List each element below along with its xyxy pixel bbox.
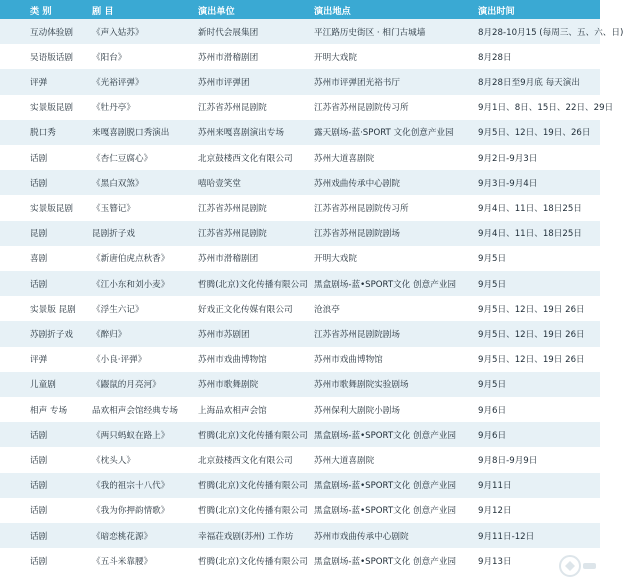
cell-time: 9月5日、12日、19日 26日 — [478, 355, 585, 366]
cell-company: 北京鼓楼西文化有限公司 — [198, 455, 293, 466]
cell-company: 哲腾(北京)文化传播有限公司 — [198, 481, 308, 492]
table-row — [0, 523, 600, 548]
cell-title: 《光裕评弹》 — [92, 77, 144, 88]
cell-title: 《新唐伯虎点秋香》 — [92, 254, 170, 265]
cell-company: 江苏省苏州昆剧院 — [198, 229, 267, 240]
table-row — [0, 170, 600, 195]
table-row — [0, 372, 600, 397]
cell-category: 昆剧 — [30, 229, 48, 240]
cell-venue: 苏州市评弹团光裕书厅 — [314, 77, 400, 88]
cell-category: 吴语版话剧 — [30, 52, 73, 63]
cell-company: 苏州市歌舞剧院 — [198, 380, 259, 391]
cell-company: 新时代会展集团 — [198, 27, 259, 38]
cell-title: 《黑白双煞》 — [92, 178, 144, 189]
cell-company: 好戏正文化传媒有限公司 — [198, 304, 293, 315]
header-venue: 演出地点 — [314, 5, 351, 17]
table-row — [0, 44, 600, 69]
cell-company: 苏州市滑稽剧团 — [198, 52, 259, 63]
cell-company: 苏州市戏曲博物馆 — [198, 355, 267, 366]
cell-title: 《阳台》 — [92, 52, 127, 63]
cell-time: 9月11日-12日 — [478, 531, 535, 542]
cell-time: 9月4日、11日、18日25日 — [478, 203, 582, 214]
cell-company: 北京鼓楼西文化有限公司 — [198, 153, 293, 164]
cell-category: 实景版 昆剧 — [30, 304, 76, 315]
cell-title: 《枕头人》 — [92, 455, 135, 466]
table-row — [0, 296, 600, 321]
table-row — [0, 473, 600, 498]
cell-venue: 黑盒剧场-蓝•SPORT文化 创意产业园 — [314, 506, 457, 517]
cell-category: 实景版昆剧 — [30, 203, 73, 214]
cell-venue: 苏州大道喜剧院 — [314, 455, 375, 466]
cell-company: 嘻哈壹笑堂 — [198, 178, 241, 189]
table-row — [0, 397, 600, 422]
cell-company: 江苏省苏州昆剧院 — [198, 103, 267, 114]
table-row — [0, 347, 600, 372]
cell-venue: 黑盒剧场-蓝•SPORT文化 创意产业园 — [314, 279, 457, 290]
cell-time: 9月13日 — [478, 556, 512, 567]
cell-venue: 苏州大道喜剧院 — [314, 153, 375, 164]
cell-time: 9月3日-9月4日 — [478, 178, 538, 189]
cell-time: 9月5日 — [478, 380, 507, 391]
cell-company: 哲腾(北京)文化传播有限公司 — [198, 430, 308, 441]
cell-title: 昆剧折子戏 — [92, 229, 135, 240]
cell-category: 相声 专场 — [30, 405, 68, 416]
table-row — [0, 422, 600, 447]
cell-venue: 江苏省苏州昆剧院传习所 — [314, 203, 409, 214]
cell-time: 9月5日、12日、19日 26日 — [478, 329, 585, 340]
cell-category: 话剧 — [30, 279, 48, 290]
cell-venue: 黑盒剧场-蓝•SPORT文化 创意产业园 — [314, 430, 457, 441]
header-company: 演出单位 — [198, 5, 235, 17]
cell-title: 《小良·评弹》 — [92, 355, 147, 366]
cell-company: 苏州市滑稽剧团 — [198, 254, 259, 265]
cell-category: 互动体验剧 — [30, 27, 73, 38]
cell-time: 8月28日至9月底 每天演出 — [478, 77, 580, 88]
table-row — [0, 246, 600, 271]
cell-title: 《杏仁豆腐心》 — [92, 153, 153, 164]
cell-title: 来嘎喜剧脱口秀演出 — [92, 128, 170, 139]
cell-category: 脱口秀 — [30, 128, 56, 139]
table-row — [0, 498, 600, 523]
cell-time: 9月5日、12日、19日、26日 — [478, 128, 591, 139]
cell-venue: 苏州市戏曲博物馆 — [314, 355, 383, 366]
cell-venue: 开明大戏院 — [314, 254, 357, 265]
table-row — [0, 321, 600, 346]
cell-time: 9月6日 — [478, 405, 507, 416]
cell-venue: 苏州戏曲传承中心剧院 — [314, 178, 400, 189]
cell-company: 苏州来嘎喜剧演出专场 — [198, 128, 284, 139]
cell-time: 8月28日 — [478, 52, 512, 63]
cell-company: 上海品欢相声会馆 — [198, 405, 267, 416]
cell-category: 实景版昆剧 — [30, 103, 73, 114]
cell-category: 话剧 — [30, 506, 48, 517]
cell-company: 哲腾(北京)文化传播有限公司 — [198, 279, 308, 290]
cell-title: 《五斗米靠腰》 — [92, 556, 153, 567]
cell-title: 《玉簪记》 — [92, 203, 135, 214]
cell-category: 话剧 — [30, 556, 48, 567]
watermark-logo-icon — [558, 552, 598, 580]
cell-company: 苏州市评弹团 — [198, 77, 250, 88]
table-row — [0, 271, 600, 296]
cell-title: 《醉归》 — [92, 329, 127, 340]
cell-category: 儿童剧 — [30, 380, 56, 391]
cell-company: 哲腾(北京)文化传播有限公司 — [198, 506, 308, 517]
header-category: 类 别 — [30, 5, 52, 17]
table-row — [0, 221, 600, 246]
cell-venue: 江苏省苏州昆剧院传习所 — [314, 103, 409, 114]
cell-title: 《鼹鼠的月亮河》 — [92, 380, 161, 391]
cell-time: 9月2日-9月3日 — [478, 153, 538, 164]
table-row — [0, 548, 600, 573]
cell-category: 评弹 — [30, 77, 48, 88]
cell-company: 幸福荘戏剧(苏州) 工作坊 — [198, 531, 294, 542]
cell-category: 话剧 — [30, 531, 48, 542]
cell-title: 《牡丹亭》 — [92, 103, 135, 114]
cell-category: 评弹 — [30, 355, 48, 366]
cell-category: 话剧 — [30, 178, 48, 189]
cell-time: 9月11日 — [478, 481, 512, 492]
cell-title: 品欢相声会馆经典专场 — [92, 405, 178, 416]
cell-title: 《我为你押韵情歌》 — [92, 506, 170, 517]
cell-category: 苏剧折子戏 — [30, 329, 73, 340]
table-row — [0, 195, 600, 220]
cell-category: 话剧 — [30, 455, 48, 466]
table-row — [0, 95, 614, 120]
cell-venue: 黑盒剧场-蓝•SPORT文化 创意产业园 — [314, 481, 457, 492]
cell-venue: 开明大戏院 — [314, 52, 357, 63]
cell-title: 《暗恋桃花源》 — [92, 531, 153, 542]
cell-title: 《我的祖宗十八代》 — [92, 481, 170, 492]
cell-time: 9月6日 — [478, 430, 507, 441]
table-header — [0, 0, 600, 19]
cell-title: 《江小东和刘小麦》 — [92, 279, 170, 290]
cell-venue: 苏州市歌舞剧院实验剧场 — [314, 380, 409, 391]
cell-venue: 江苏省苏州昆剧院剧场 — [314, 229, 400, 240]
table-row — [0, 69, 600, 94]
cell-time: 9月5日 — [478, 254, 507, 265]
cell-venue: 江苏省苏州昆剧院剧场 — [314, 329, 400, 340]
cell-title: 《两只蚂蚁在路上》 — [92, 430, 170, 441]
cell-time: 9月12日 — [478, 506, 512, 517]
cell-company: 江苏省苏州昆剧院 — [198, 203, 267, 214]
header-time: 演出时间 — [478, 5, 515, 17]
cell-category: 话剧 — [30, 153, 48, 164]
table-row — [0, 120, 600, 145]
cell-time: 9月8日-9月9日 — [478, 455, 538, 466]
cell-category: 话剧 — [30, 430, 48, 441]
header-title: 剧 目 — [92, 5, 114, 17]
cell-venue: 沧浪亭 — [314, 304, 340, 315]
cell-venue: 苏州市戏曲传承中心剧院 — [314, 531, 409, 542]
cell-category: 话剧 — [30, 481, 48, 492]
cell-time: 9月5日、12日、19日 26日 — [478, 304, 585, 315]
cell-company: 哲腾(北京)文化传播有限公司 — [198, 556, 308, 567]
cell-venue: 苏州保利大剧院小剧场 — [314, 405, 400, 416]
table-row — [0, 447, 600, 472]
cell-venue: 黑盒剧场-蓝•SPORT文化 创意产业园 — [314, 556, 457, 567]
cell-time: 9月1日、8日、15日、22日、29日 — [478, 103, 614, 114]
cell-title: 《声入姑苏》 — [92, 27, 144, 38]
cell-title: 《浮生六记》 — [92, 304, 144, 315]
cell-company: 苏州市苏剧团 — [198, 329, 250, 340]
cell-time: 9月4日、11日、18日25日 — [478, 229, 582, 240]
table-row — [0, 19, 623, 44]
table-row — [0, 145, 600, 170]
cell-venue: 露天剧场-蓝·SPORT 文化创意产业园 — [314, 128, 454, 139]
cell-time: 8月28-10月15 (每周三、五、六、日) — [478, 27, 623, 38]
cell-time: 9月5日 — [478, 279, 507, 290]
cell-category: 喜剧 — [30, 254, 48, 265]
cell-venue: 平江路历史街区 · 相门古城墙 — [314, 27, 426, 38]
